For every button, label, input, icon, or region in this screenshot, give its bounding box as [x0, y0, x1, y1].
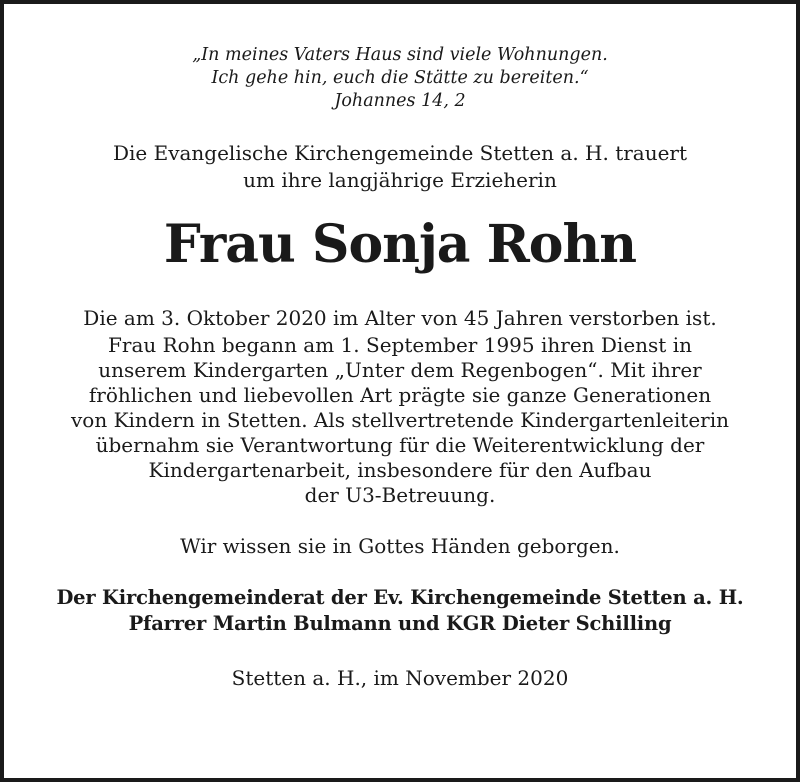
tribute-line-2: unserem Kindergarten „Unter dem Regenbogen“. Mit ihrer [98, 358, 702, 382]
bible-quote-line-1: „In meines Vaters Haus sind viele Wohnungen. [192, 45, 608, 65]
intro-line-1: Die Evangelische Kirchengemeinde Stetten a. H. trauert [112, 141, 688, 165]
deceased-name: Frau Sonja Rohn [163, 214, 637, 275]
closing-line: Wir wissen sie in Gottes Händen geborgen. [180, 534, 620, 558]
signatory-line-1: Der Kirchengemeinderat der Ev. Kirchengemeinde Stetten a. H. [56, 586, 744, 609]
tribute-line-3: fröhlichen und liebevollen Art prägte sie ganze Generationen [88, 383, 712, 407]
place-date: Stetten a. H., im November 2020 [231, 666, 569, 690]
signatory-line-2: Pfarrer Martin Bulmann und KGR Dieter Schilling [128, 612, 672, 635]
tribute-line-4: von Kindern in Stetten. Als stellvertretende Kindergartenleiterin [70, 408, 730, 432]
tribute-line-5: übernahm sie Verantwortung für die Weiterentwicklung der [95, 433, 705, 457]
tribute-line-6: Kindergartenarbeit, insbesondere für den Aufbau [148, 458, 652, 482]
death-notice: Die am 3. Oktober 2020 im Alter von 45 Jahren verstorben ist. [83, 306, 717, 330]
tribute-line-7: der U3-Betreuung. [304, 483, 496, 507]
tribute-line-1: Frau Rohn begann am 1. September 1995 ihren Dienst in [108, 333, 692, 357]
bible-quote-line-2: Ich gehe hin, euch die Stätte zu bereiten.“ [211, 68, 589, 88]
bible-quote-source: Johannes 14, 2 [334, 91, 466, 111]
intro-line-2: um ihre langjährige Erzieherin [243, 168, 557, 192]
